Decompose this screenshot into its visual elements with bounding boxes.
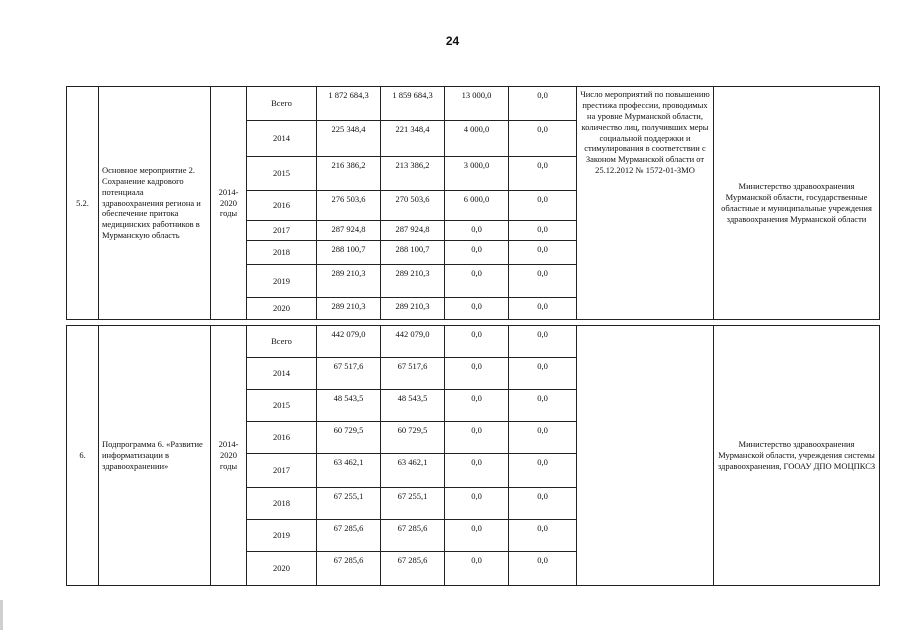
year-cell: 2018 [247, 241, 317, 265]
regional-budget-cell: 1 859 684,3 [381, 87, 445, 121]
regional-budget-cell: 63 462,1 [381, 454, 445, 488]
federal-budget-cell: 0,0 [445, 454, 509, 488]
total-cell: 60 729,5 [317, 422, 381, 454]
other-source-cell: 0,0 [509, 221, 577, 241]
total-cell: 287 924,8 [317, 221, 381, 241]
total-cell: 1 872 684,3 [317, 87, 381, 121]
federal-budget-cell: 0,0 [445, 390, 509, 422]
scan-edge-mark [0, 600, 3, 630]
federal-budget-cell: 3 000,0 [445, 157, 509, 191]
total-cell: 289 210,3 [317, 265, 381, 298]
other-source-cell: 0,0 [509, 326, 577, 358]
other-source-cell: 0,0 [509, 157, 577, 191]
federal-budget-cell: 0,0 [445, 298, 509, 320]
year-cell: 2019 [247, 520, 317, 552]
other-source-cell: 0,0 [509, 358, 577, 390]
year-cell: 2017 [247, 454, 317, 488]
total-cell: 225 348,4 [317, 121, 381, 157]
total-cell: 67 517,6 [317, 358, 381, 390]
federal-budget-cell: 0,0 [445, 488, 509, 520]
other-source-cell: 0,0 [509, 488, 577, 520]
year-cell: 2017 [247, 221, 317, 241]
regional-budget-cell: 221 348,4 [381, 121, 445, 157]
responsible-cell: Министерство здравоохранения Мурманской области, государственные областные и муниципальные учреждения здравоохранения Мурманской области [714, 87, 880, 320]
total-cell: 67 255,1 [317, 488, 381, 520]
regional-budget-cell: 60 729,5 [381, 422, 445, 454]
federal-budget-cell: 4 000,0 [445, 121, 509, 157]
item-period: 2014-2020 годы [211, 326, 247, 586]
year-cell: 2014 [247, 121, 317, 157]
year-cell: 2014 [247, 358, 317, 390]
total-cell: 48 543,5 [317, 390, 381, 422]
federal-budget-cell: 0,0 [445, 241, 509, 265]
year-cell: Всего [247, 87, 317, 121]
indicator-cell: Число мероприятий по повышению престижа профессии, проводимых на уровне Мурманской области, количество лиц, получивших меры социальной поддержки и стимулирования в соответствии с Законом Мурманской области от 25.12.2012 № 1572-01-ЗМО [577, 87, 714, 320]
regional-budget-cell: 289 210,3 [381, 265, 445, 298]
regional-budget-cell: 67 255,1 [381, 488, 445, 520]
federal-budget-cell: 0,0 [445, 552, 509, 586]
total-cell: 216 386,2 [317, 157, 381, 191]
year-cell: 2019 [247, 265, 317, 298]
year-cell: 2016 [247, 191, 317, 221]
other-source-cell: 0,0 [509, 241, 577, 265]
federal-budget-cell: 0,0 [445, 358, 509, 390]
regional-budget-cell: 67 517,6 [381, 358, 445, 390]
total-cell: 442 079,0 [317, 326, 381, 358]
other-source-cell: 0,0 [509, 265, 577, 298]
regional-budget-cell: 67 285,6 [381, 520, 445, 552]
other-source-cell: 0,0 [509, 87, 577, 121]
other-source-cell: 0,0 [509, 191, 577, 221]
total-cell: 276 503,6 [317, 191, 381, 221]
total-cell: 288 100,7 [317, 241, 381, 265]
item-period: 2014-2020 годы [211, 87, 247, 320]
year-cell: 2015 [247, 390, 317, 422]
regional-budget-cell: 287 924,8 [381, 221, 445, 241]
other-source-cell: 0,0 [509, 422, 577, 454]
other-source-cell: 0,0 [509, 121, 577, 157]
other-source-cell: 0,0 [509, 390, 577, 422]
year-cell: 2015 [247, 157, 317, 191]
indicator-cell [577, 326, 714, 586]
year-cell: Всего [247, 326, 317, 358]
item-number: 6. [67, 326, 99, 586]
regional-budget-cell: 67 285,6 [381, 552, 445, 586]
item-number: 5.2. [67, 87, 99, 320]
item-name: Основное мероприятие 2. Сохранение кадрового потенциала здравоохранения региона и обеспечение притока медицинских работников в Мурманскую область [99, 87, 211, 320]
year-cell: 2016 [247, 422, 317, 454]
regional-budget-cell: 288 100,7 [381, 241, 445, 265]
year-cell: 2020 [247, 552, 317, 586]
total-cell: 289 210,3 [317, 298, 381, 320]
federal-budget-cell: 0,0 [445, 265, 509, 298]
other-source-cell: 0,0 [509, 454, 577, 488]
other-source-cell: 0,0 [509, 298, 577, 320]
responsible-cell: Министерство здравоохранения Мурманской области, учреждения системы здравоохранения, ГООАУ ДПО МОЦПКСЗ [714, 326, 880, 586]
budget-table [66, 86, 880, 586]
other-source-cell: 0,0 [509, 520, 577, 552]
total-cell: 67 285,6 [317, 520, 381, 552]
table-row [67, 326, 880, 358]
federal-budget-cell: 0,0 [445, 520, 509, 552]
regional-budget-cell: 213 386,2 [381, 157, 445, 191]
federal-budget-cell: 0,0 [445, 422, 509, 454]
federal-budget-cell: 6 000,0 [445, 191, 509, 221]
year-cell: 2018 [247, 488, 317, 520]
total-cell: 67 285,6 [317, 552, 381, 586]
federal-budget-cell: 0,0 [445, 221, 509, 241]
regional-budget-cell: 48 543,5 [381, 390, 445, 422]
total-cell: 63 462,1 [317, 454, 381, 488]
year-cell: 2020 [247, 298, 317, 320]
federal-budget-cell: 13 000,0 [445, 87, 509, 121]
page-number: 24 [445, 34, 460, 48]
regional-budget-cell: 270 503,6 [381, 191, 445, 221]
regional-budget-cell: 289 210,3 [381, 298, 445, 320]
item-name: Подпрограмма 6. «Развитие информатизации в здравоохранении» [99, 326, 211, 586]
regional-budget-cell: 442 079,0 [381, 326, 445, 358]
other-source-cell: 0,0 [509, 552, 577, 586]
federal-budget-cell: 0,0 [445, 326, 509, 358]
table-row [67, 87, 880, 121]
